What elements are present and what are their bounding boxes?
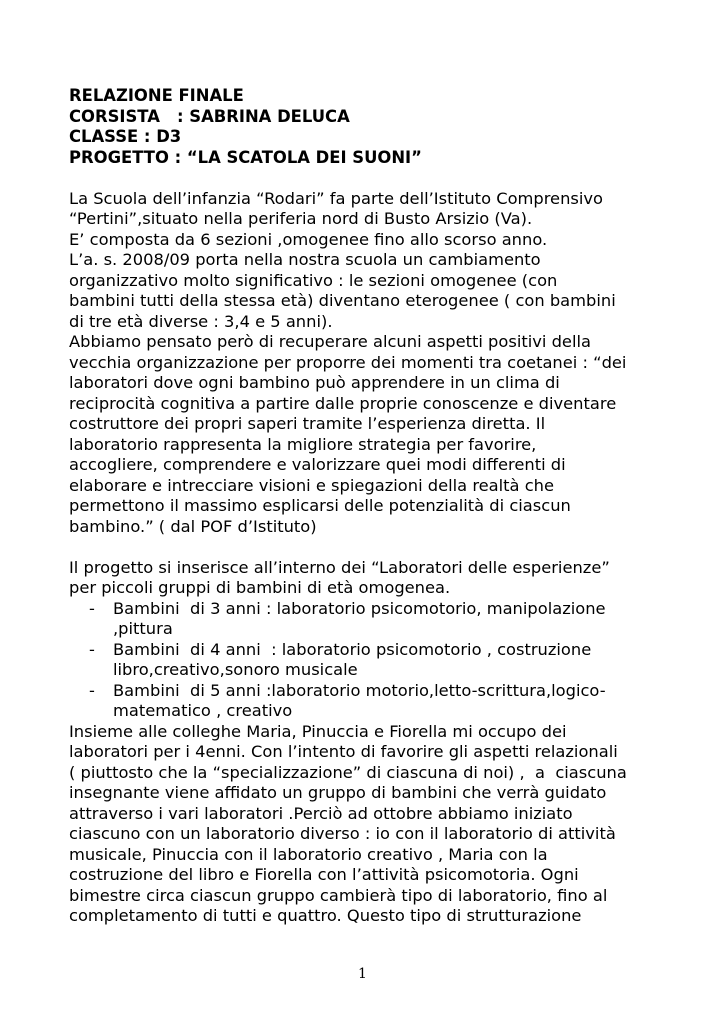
page-number: 1	[358, 966, 367, 982]
class-line: CLASSE : D3	[69, 127, 182, 146]
text-line: costruttore dei propri saperi tramite l’esperienza diretta. Il	[69, 414, 546, 433]
project-line: PROGETTO : “LA SCATOLA DEI SUONI”	[69, 147, 422, 167]
text-line: laboratori dove ogni bambino può apprendere in un clima di	[69, 373, 560, 392]
document-page	[69, 86, 669, 927]
spacer	[69, 537, 669, 558]
text-line: bambino.” ( dal POF d’Istituto)	[69, 516, 317, 536]
text-line: insegnante viene affidato un gruppo di bambini che verrà guidato	[69, 783, 607, 802]
text-line: di tre età diverse : 3,4 e 5 anni).	[69, 311, 333, 331]
text-line: L’a. s. 2008/09 porta nella nostra scuola un cambiamento	[69, 250, 541, 269]
text-line: La Scuola dell’infanzia “Rodari” fa parte dell’Istituto Comprensivo	[69, 188, 603, 208]
text-line: attraverso i vari laboratori .Perciò ad ottobre abbiamo iniziato	[69, 803, 573, 823]
list-dash: -	[89, 598, 95, 618]
document-header	[69, 86, 669, 168]
text-line: bambini tutti della stessa età) diventano eterogenee ( con bambini	[69, 291, 616, 310]
list-dash: -	[89, 680, 95, 700]
text-line: accogliere, comprendere e valorizzare quei modi differenti di	[69, 455, 566, 474]
list-item	[69, 640, 669, 681]
text-line: organizzativo molto significativo : le sezioni omogenee (con	[69, 270, 558, 290]
text-line: costruzione del libro e Fiorella con l’attività psicomotoria. Ogni	[69, 865, 579, 884]
text-line: reciprocità cognitiva a partire dalle proprie conoscenze e diventare	[69, 393, 617, 413]
text-line: Insieme alle colleghe Maria, Pinuccia e Fiorella mi occupo dei	[69, 721, 567, 741]
trainee-line: CORSISTA : SABRINA DELUCA	[69, 106, 350, 126]
text-line: ciascuno con un laboratorio diverso : io con il laboratorio di attività	[69, 824, 616, 843]
text-line: ( piuttosto che la “specializzazione” di ciascuna di noi) , a ciascuna	[69, 762, 627, 782]
list-item-text: Bambini di 5 anni :laboratorio motorio,letto-scrittura,logico-	[113, 680, 606, 700]
list-item-text: matematico , creativo	[113, 701, 293, 720]
text-line: completamento di tutti e quattro. Questo tipo di strutturazione	[69, 906, 582, 925]
text-line: elaborare e intrecciare visioni e spiegazioni della realtà che	[69, 475, 554, 495]
list-item-text: ,pittura	[113, 619, 173, 638]
text-line: laboratori per i 4enni. Con l’intento di favorire gli aspetti relazionali	[69, 742, 618, 761]
paragraph-intro	[69, 189, 669, 538]
list-item	[69, 599, 669, 640]
spacer	[69, 168, 669, 189]
list-item-text: Bambini di 3 anni : laboratorio psicomotorio, manipolazione	[113, 598, 606, 618]
paragraph-colleagues	[69, 722, 669, 927]
text-line: vecchia organizzazione per proporre dei momenti tra coetanei : “dei	[69, 352, 627, 372]
text-line: Il progetto si inserisce all’interno dei “Laboratori delle esperienze”	[69, 557, 610, 577]
text-line: E’ composta da 6 sezioni ,omogenee fino allo scorso anno.	[69, 229, 548, 249]
text-line: laboratorio rappresenta la migliore strategia per favorire,	[69, 434, 537, 454]
text-line: “Pertini”,situato nella periferia nord di Busto Arsizio (Va).	[69, 209, 533, 228]
text-line: musicale, Pinuccia con il laboratorio creativo , Maria con la	[69, 844, 548, 864]
text-line: bimestre circa ciascun gruppo cambierà tipo di laboratorio, fino al	[69, 885, 608, 905]
text-line: per piccoli gruppi di bambini di età omogenea.	[69, 578, 451, 597]
list-item-text: Bambini di 4 anni : laboratorio psicomotorio , costruzione	[113, 639, 592, 659]
list-item-text: libro,creativo,sonoro musicale	[113, 660, 358, 679]
age-group-list	[69, 599, 669, 722]
paragraph-project	[69, 558, 669, 599]
report-title: RELAZIONE FINALE	[69, 86, 244, 105]
text-line: permettono il massimo esplicarsi delle potenzialità di ciascun	[69, 496, 571, 515]
list-item	[69, 681, 669, 722]
list-dash: -	[89, 639, 95, 659]
text-line: Abbiamo pensato però di recuperare alcuni aspetti positivi della	[69, 332, 591, 351]
